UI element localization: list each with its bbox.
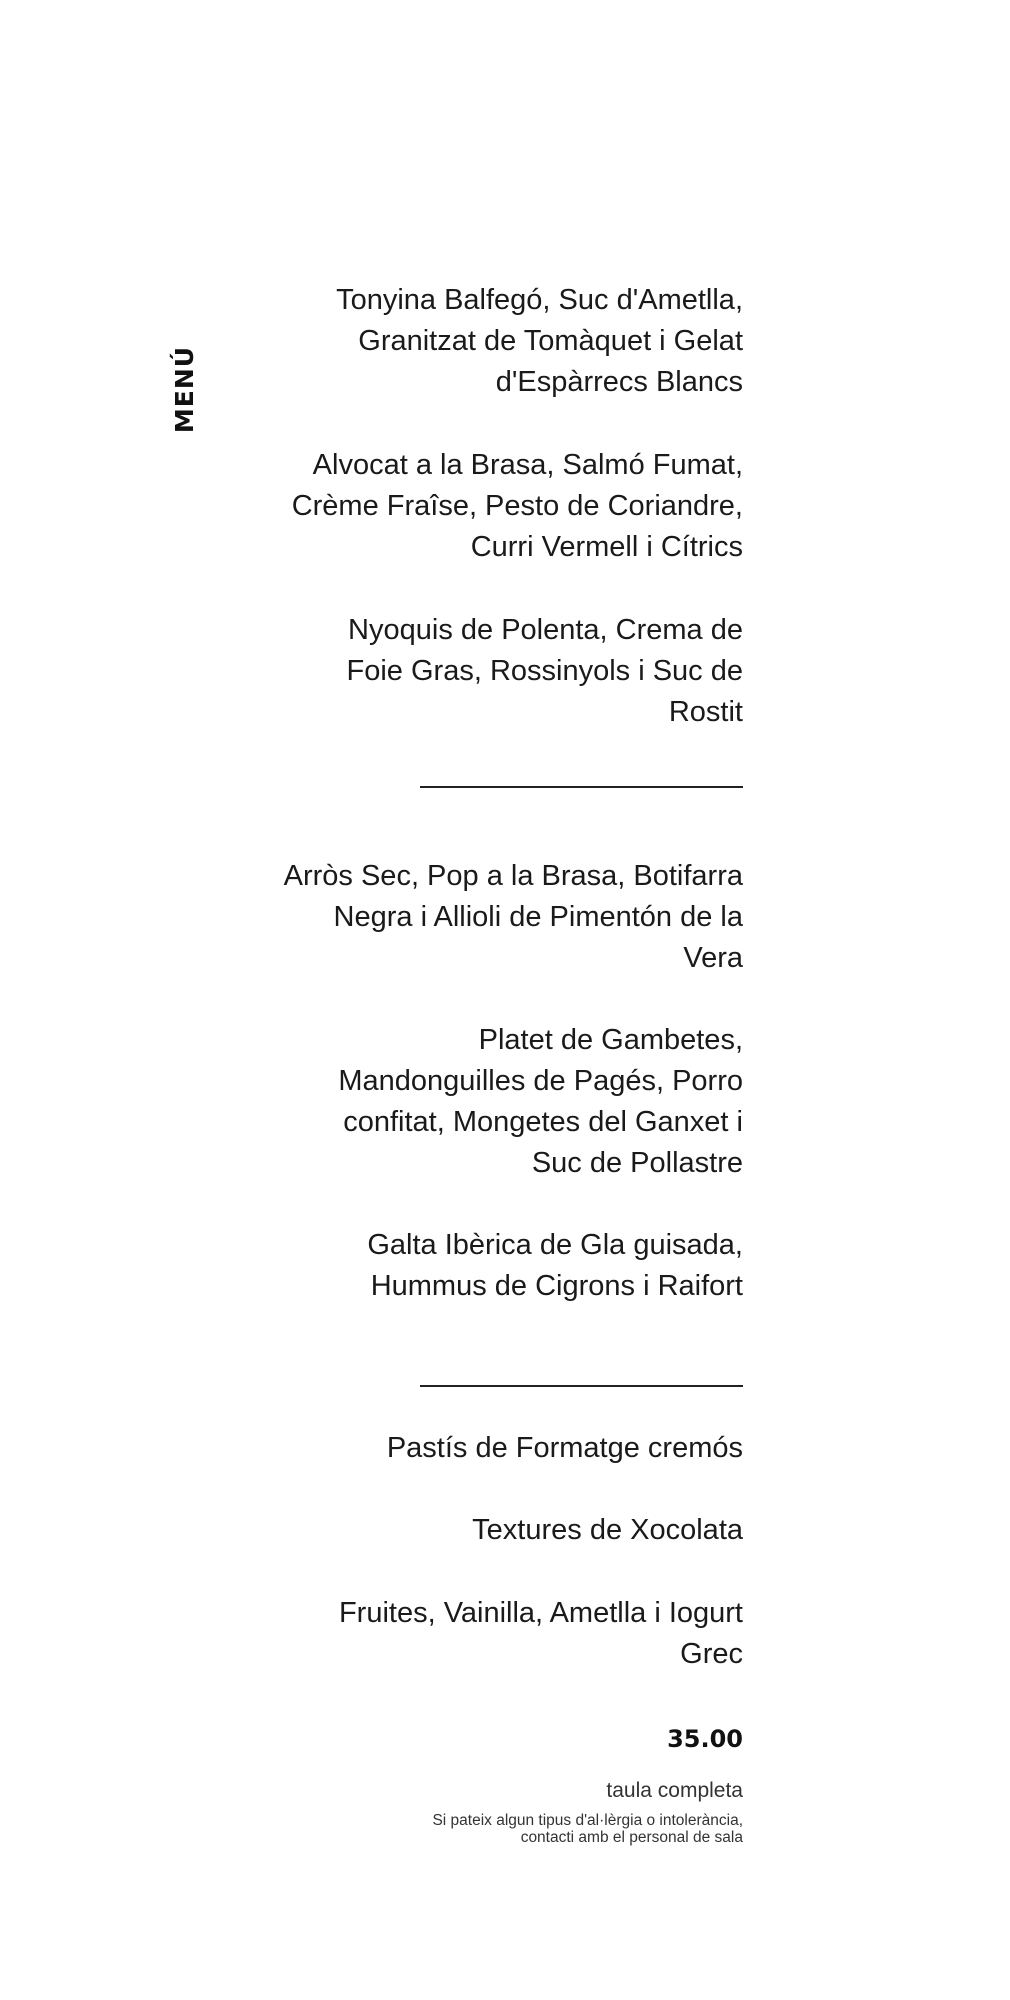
price-note: taula completa bbox=[606, 1779, 743, 1802]
main-item: Platet de Gambetes, Mandonguilles de Pagés, Porro confitat, Mongetes del Ganxet i Suc de Pollastre bbox=[338, 1024, 743, 1179]
main-item: Arròs Sec, Pop a la Brasa, Botifarra Negra i Allioli de Pimentón de la Vera bbox=[283, 860, 743, 974]
section-divider bbox=[420, 1385, 743, 1387]
menu-price: 35.00 bbox=[667, 1725, 743, 1753]
section-divider bbox=[420, 786, 743, 788]
menu-title bbox=[165, 345, 205, 434]
menu-title-text: MENÚ bbox=[170, 345, 200, 434]
starter-item: Alvocat a la Brasa, Salmó Fumat, Crème Fraîse, Pesto de Coriandre, Curri Vermell i Cítrics bbox=[291, 449, 743, 563]
dessert-item: Textures de Xocolata bbox=[472, 1514, 743, 1546]
allergy-note: Si pateix algun tipus d'al·lèrgia o intolerància, contacti amb el personal de sala bbox=[432, 1812, 743, 1846]
starter-item: Nyoquis de Polenta, Crema de Foie Gras, Rossinyols i Suc de Rostit bbox=[346, 614, 743, 728]
dessert-item: Pastís de Formatge cremós bbox=[386, 1432, 743, 1464]
main-item: Galta Ibèrica de Gla guisada, Hummus de Cigrons i Raifort bbox=[367, 1229, 743, 1302]
starter-item: Tonyina Balfegó, Suc d'Ametlla, Granitzat de Tomàquet i Gelat d'Espàrrecs Blancs bbox=[336, 284, 743, 398]
dessert-item: Fruites, Vainilla, Ametlla i Iogurt Grec bbox=[338, 1597, 743, 1670]
menu-column bbox=[223, 0, 743, 2000]
